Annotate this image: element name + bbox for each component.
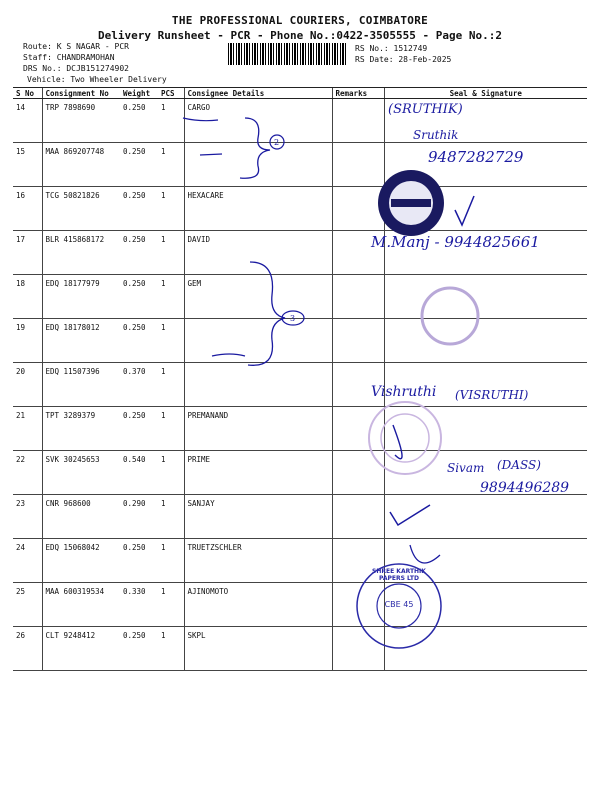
phone-number: 9894496289: [480, 480, 570, 496]
signature-stroke: [390, 505, 430, 525]
signature-text: (DASS): [497, 458, 541, 472]
cell-weight: 0.250: [120, 627, 158, 671]
cell-consignment: EDQ 15068042: [42, 539, 120, 583]
signature-stroke: [455, 196, 474, 225]
rs-date: RS Date: 28-Feb-2025: [355, 55, 452, 64]
phone-number: 9487282729: [428, 148, 524, 166]
brace-mark-text: 2: [274, 138, 280, 147]
cell-weight: 0.370: [120, 363, 158, 407]
cell-sno: 26: [13, 627, 42, 671]
cell-consignment: EDQ 18177979: [42, 275, 120, 319]
signature-text: Sruthik: [413, 128, 459, 142]
rs-number: RS No.: 1512749: [355, 44, 428, 53]
faint-stamp: [369, 402, 441, 474]
cell-pcs: 1: [158, 495, 184, 539]
cell-sno: 25: [13, 583, 42, 627]
cell-pcs: 1: [158, 99, 184, 143]
cell-sno: 21: [13, 407, 42, 451]
cell-consignee: HEXACARE: [184, 187, 332, 231]
cell-sno: 14: [13, 99, 42, 143]
cell-consignee: CARGO: [184, 99, 332, 143]
company-seal-band: [391, 199, 431, 207]
signature-text: (SRUTHIK): [388, 102, 463, 117]
cell-consignee: PRIME: [184, 451, 332, 495]
brace-mark: [240, 118, 270, 178]
runsheet-title: THE PROFESSIONAL COURIERS, COIMBATORE: [171, 14, 429, 27]
vehicle: Vehicle: Two Wheeler Delivery: [27, 75, 167, 84]
stamp-ring-text: SHREE KARTHIK PAPERS LTD: [372, 568, 426, 582]
cell-sno: 20: [13, 363, 42, 407]
signature-stroke: [393, 425, 402, 459]
col-pcs: PCS: [158, 88, 184, 99]
cell-sno: 24: [13, 539, 42, 583]
faint-stamp: [422, 288, 478, 344]
cell-sno: 19: [13, 319, 42, 363]
cell-sno: 15: [13, 143, 42, 187]
cell-consignee: SANJAY: [184, 495, 332, 539]
cell-pcs: 1: [158, 451, 184, 495]
col-signature: Seal & Signature: [384, 88, 587, 99]
cell-consignee: GEM: [184, 275, 332, 319]
cell-consignee: PREMANAND: [184, 407, 332, 451]
cell-consignee: SKPL: [184, 627, 332, 671]
cell-sno: 18: [13, 275, 42, 319]
cell-pcs: 1: [158, 275, 184, 319]
cell-weight: 0.250: [120, 539, 158, 583]
cell-weight: 0.250: [120, 275, 158, 319]
col-weight: Weight: [120, 88, 158, 99]
signature-text: Vishruthi: [371, 384, 437, 400]
phone-number: M.Manj - 9944825661: [371, 233, 540, 251]
brace-mark-text: 3: [290, 314, 296, 323]
cell-sno: 17: [13, 231, 42, 275]
cell-pcs: 1: [158, 187, 184, 231]
cell-consignment: TCG 50821826: [42, 187, 120, 231]
cell-pcs: 1: [158, 539, 184, 583]
scribble: [183, 118, 218, 121]
cell-consignment: TRP 7898690: [42, 99, 120, 143]
col-consignee: Consignee Details: [184, 88, 332, 99]
cell-pcs: 1: [158, 231, 184, 275]
signature-text: (VISRUTHI): [455, 388, 529, 402]
runsheet-subtitle: Delivery Runsheet - PCR - Phone No.:0422-3505555 - Page No.:2: [98, 29, 502, 42]
cell-weight: 0.250: [120, 99, 158, 143]
cell-sno: 23: [13, 495, 42, 539]
stamp-center-text: CBE 45: [384, 600, 414, 609]
cell-pcs: 1: [158, 407, 184, 451]
cell-pcs: 1: [158, 143, 184, 187]
route: Route: K S NAGAR - PCR: [23, 42, 129, 51]
cell-consignee: TRUETZSCHLER: [184, 539, 332, 583]
cell-weight: 0.250: [120, 319, 158, 363]
cell-consignment: EDQ 18178012: [42, 319, 120, 363]
signature-text: Sivam: [447, 461, 485, 475]
col-consignment: Consignment No: [42, 88, 120, 99]
cell-consignment: MAA 869207748: [42, 143, 120, 187]
cell-consignee: DAVID: [184, 231, 332, 275]
cell-weight: 0.290: [120, 495, 158, 539]
cell-sno: 22: [13, 451, 42, 495]
cell-consignment: TPT 3289379: [42, 407, 120, 451]
col-sno: S No: [13, 88, 42, 99]
cell-consignment: CNR 968600: [42, 495, 120, 539]
cell-consignee: AJINOMOTO: [184, 583, 332, 627]
cell-weight: 0.250: [120, 143, 158, 187]
cell-pcs: 1: [158, 583, 184, 627]
staff: Staff: CHANDRAMOHAN: [23, 53, 115, 62]
cell-consignment: CLT 9248412: [42, 627, 120, 671]
cell-weight: 0.250: [120, 407, 158, 451]
cell-consignment: MAA 600319534: [42, 583, 120, 627]
cell-weight: 0.250: [120, 187, 158, 231]
col-remarks: Remarks: [332, 88, 384, 99]
cell-consignment: EDQ 11507396: [42, 363, 120, 407]
cell-pcs: 1: [158, 319, 184, 363]
cell-sno: 16: [13, 187, 42, 231]
cell-pcs: 1: [158, 363, 184, 407]
cell-weight: 0.540: [120, 451, 158, 495]
cell-consignment: BLR 415868172: [42, 231, 120, 275]
cell-consignment: SVK 30245653: [42, 451, 120, 495]
brace-mark: [248, 262, 285, 365]
cell-weight: 0.250: [120, 231, 158, 275]
cell-pcs: 1: [158, 627, 184, 671]
cell-weight: 0.330: [120, 583, 158, 627]
signature-stroke: [410, 545, 440, 563]
drs-number: DRS No.: DCJB151274902: [23, 64, 129, 73]
